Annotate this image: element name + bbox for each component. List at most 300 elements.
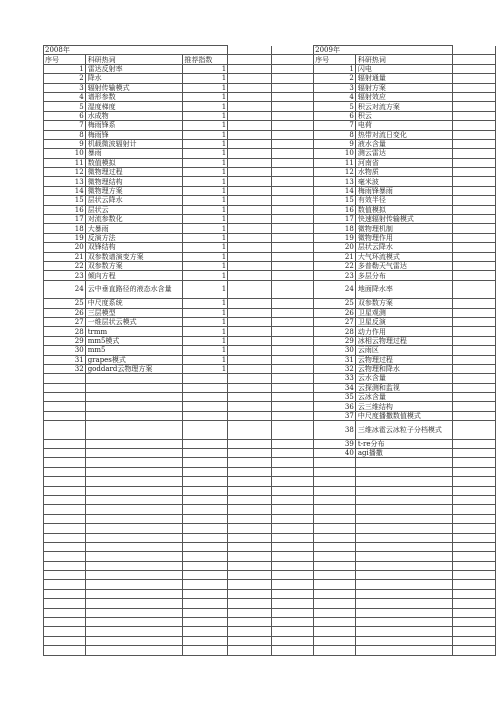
blank-cell	[228, 102, 271, 111]
left-index-cell	[44, 486, 86, 495]
right-index-cell: 36	[314, 402, 356, 411]
blank-cell	[228, 505, 271, 514]
left-term-cell: 微物理过程	[85, 168, 183, 177]
left-index-cell: 15	[44, 196, 86, 205]
left-score-cell	[183, 449, 228, 458]
left-score-cell	[183, 646, 228, 655]
left-index-cell	[44, 599, 86, 608]
blank-cell	[271, 636, 314, 645]
left-index-cell	[44, 467, 86, 476]
header-left-score: 推荐指数	[183, 55, 228, 64]
blank-cell	[271, 271, 314, 280]
left-score-cell: 1	[183, 336, 228, 345]
right-term-cell	[355, 495, 453, 504]
right-index-cell	[314, 580, 356, 589]
header-left-term: 科研热词	[85, 55, 183, 64]
left-index-cell: 23	[44, 271, 86, 280]
blank-cell	[271, 64, 314, 73]
left-score-cell: 1	[183, 130, 228, 139]
right-index-cell: 12	[314, 168, 356, 177]
right-index-cell: 23	[314, 271, 356, 280]
header-row	[44, 55, 496, 64]
left-score-cell	[183, 636, 228, 645]
table-row	[44, 477, 496, 486]
right-term-cell	[355, 561, 453, 570]
left-index-cell	[44, 495, 86, 504]
blank-cell	[228, 308, 271, 317]
left-score-cell	[183, 374, 228, 383]
left-score-cell: 1	[183, 299, 228, 308]
blank-cell	[271, 121, 314, 130]
blank-cell	[228, 524, 271, 533]
left-term-cell	[85, 486, 183, 495]
blank-cell	[228, 439, 271, 448]
right-index-cell: 28	[314, 327, 356, 336]
left-score-cell	[183, 439, 228, 448]
table-row	[44, 168, 496, 177]
left-term-cell: 对流参数化	[85, 215, 183, 224]
right-index-cell: 27	[314, 317, 356, 326]
blank-cell	[228, 514, 271, 523]
blank-cell	[271, 627, 314, 636]
table-row	[44, 233, 496, 242]
left-term-cell: 梅雨锋	[85, 130, 183, 139]
right-index-cell: 37	[314, 411, 356, 420]
left-term-cell	[85, 411, 183, 420]
left-index-cell: 18	[44, 224, 86, 233]
left-score-cell: 1	[183, 243, 228, 252]
blank-cell	[228, 280, 271, 298]
blank-cell	[228, 486, 271, 495]
left-score-cell: 1	[183, 168, 228, 177]
right-index-cell: 29	[314, 336, 356, 345]
blank-cell	[453, 271, 496, 280]
right-index-cell: 3	[314, 83, 356, 92]
blank-cell	[271, 589, 314, 598]
right-term-cell: 电荷	[355, 121, 453, 130]
blank-cell	[271, 533, 314, 542]
left-term-cell	[85, 449, 183, 458]
right-index-cell: 40	[314, 449, 356, 458]
blank-cell	[271, 646, 314, 655]
blank-cell	[453, 74, 496, 83]
left-index-cell: 3	[44, 83, 86, 92]
blank-cell	[453, 542, 496, 551]
blank-cell	[453, 449, 496, 458]
right-term-cell: 有效半径	[355, 196, 453, 205]
blank-cell	[453, 646, 496, 655]
left-score-cell	[183, 458, 228, 467]
blank-cell	[228, 608, 271, 617]
left-index-cell: 11	[44, 158, 86, 167]
right-term-cell: 多层分布	[355, 271, 453, 280]
left-term-cell	[85, 402, 183, 411]
right-term-cell: 卫星观测	[355, 308, 453, 317]
blank-cell	[453, 524, 496, 533]
table-row	[44, 599, 496, 608]
blank-cell	[228, 383, 271, 392]
right-term-cell: 云物理和降水	[355, 364, 453, 373]
left-term-cell: grapes模式	[85, 355, 183, 364]
left-term-cell	[85, 467, 183, 476]
left-index-cell	[44, 449, 86, 458]
left-term-cell	[85, 421, 183, 439]
right-index-cell	[314, 477, 356, 486]
blank-cell	[271, 130, 314, 139]
blank-cell	[271, 336, 314, 345]
left-score-cell: 1	[183, 327, 228, 336]
left-index-cell	[44, 393, 86, 402]
table-row	[44, 196, 496, 205]
right-term-cell: 液水含量	[355, 139, 453, 148]
right-term-cell	[355, 524, 453, 533]
keyword-table	[43, 45, 496, 656]
right-term-cell	[355, 580, 453, 589]
blank-cell	[453, 421, 496, 439]
table-row	[44, 186, 496, 195]
blank-cell	[271, 158, 314, 167]
blank-cell	[271, 177, 314, 186]
right-term-cell: 冰相云物理过程	[355, 336, 453, 345]
table-row	[44, 421, 496, 439]
blank-cell	[453, 355, 496, 364]
blank-cell	[271, 355, 314, 364]
blank-cell	[271, 215, 314, 224]
left-score-cell	[183, 552, 228, 561]
left-term-cell: mm5模式	[85, 336, 183, 345]
blank-cell	[228, 374, 271, 383]
blank-cell	[453, 64, 496, 73]
blank-cell	[228, 158, 271, 167]
left-index-cell: 4	[44, 92, 86, 101]
blank-cell	[271, 149, 314, 158]
table-row	[44, 83, 496, 92]
left-index-cell: 21	[44, 252, 86, 261]
blank-cell	[228, 533, 271, 542]
left-term-cell: 暴雨	[85, 149, 183, 158]
left-term-cell	[85, 505, 183, 514]
blank-cell	[271, 486, 314, 495]
blank-cell	[271, 514, 314, 523]
blank-cell	[453, 252, 496, 261]
right-index-cell: 25	[314, 299, 356, 308]
left-score-cell: 1	[183, 317, 228, 326]
blank-cell	[228, 252, 271, 261]
blank-cell	[453, 317, 496, 326]
right-index-cell	[314, 608, 356, 617]
right-index-cell	[314, 618, 356, 627]
left-score-cell: 1	[183, 64, 228, 73]
blank-cell	[228, 467, 271, 476]
left-score-cell: 1	[183, 83, 228, 92]
right-index-cell: 16	[314, 205, 356, 214]
left-index-cell	[44, 589, 86, 598]
table-row	[44, 402, 496, 411]
blank-cell	[453, 505, 496, 514]
right-index-cell	[314, 458, 356, 467]
table-row	[44, 458, 496, 467]
right-term-cell	[355, 514, 453, 523]
blank-cell	[228, 215, 271, 224]
blank-cell	[228, 589, 271, 598]
blank-cell	[228, 477, 271, 486]
left-term-cell	[85, 439, 183, 448]
left-score-cell: 1	[183, 215, 228, 224]
left-term-cell	[85, 514, 183, 523]
left-score-cell: 1	[183, 308, 228, 317]
blank-cell	[453, 383, 496, 392]
left-score-cell	[183, 477, 228, 486]
left-score-cell: 1	[183, 271, 228, 280]
table-row	[44, 467, 496, 476]
table-row	[44, 92, 496, 101]
blank-cell	[228, 618, 271, 627]
blank-cell	[453, 130, 496, 139]
table-row	[44, 505, 496, 514]
left-score-cell	[183, 589, 228, 598]
blank-cell	[271, 327, 314, 336]
blank-cell	[228, 168, 271, 177]
right-index-cell	[314, 627, 356, 636]
blank-cell	[271, 467, 314, 476]
table-row	[44, 646, 496, 655]
left-score-cell: 1	[183, 196, 228, 205]
blank-cell	[453, 364, 496, 373]
left-score-cell	[183, 393, 228, 402]
left-term-cell: 大暴雨	[85, 224, 183, 233]
header-right-term: 科研热词	[355, 55, 453, 64]
right-term-cell	[355, 552, 453, 561]
blank-cell	[453, 580, 496, 589]
blank-cell	[453, 280, 496, 298]
blank-cell	[453, 177, 496, 186]
right-index-cell: 13	[314, 177, 356, 186]
left-score-cell	[183, 514, 228, 523]
left-term-cell	[85, 477, 183, 486]
right-term-cell: 中尺度播撒数值模式	[355, 411, 453, 420]
blank-cell	[228, 121, 271, 130]
right-index-cell	[314, 486, 356, 495]
left-term-cell: 一维层状云模式	[85, 317, 183, 326]
left-term-cell: 雷达反射率	[85, 64, 183, 73]
table-row	[44, 495, 496, 504]
blank-cell	[453, 139, 496, 148]
right-term-cell: 毫米波	[355, 177, 453, 186]
blank-cell	[271, 252, 314, 261]
right-term-cell: 地面降水率	[355, 280, 453, 298]
right-index-cell: 24	[314, 280, 356, 298]
table-row	[44, 177, 496, 186]
left-score-cell	[183, 580, 228, 589]
right-term-cell: 水物质	[355, 168, 453, 177]
right-index-cell: 15	[314, 196, 356, 205]
left-term-cell: 倾向方程	[85, 271, 183, 280]
left-score-cell	[183, 421, 228, 439]
blank-cell	[271, 74, 314, 83]
left-index-cell: 22	[44, 261, 86, 270]
blank-cell	[228, 261, 271, 270]
left-term-cell: 层状云降水	[85, 196, 183, 205]
left-term-cell	[85, 589, 183, 598]
right-term-cell: 云水含量	[355, 374, 453, 383]
blank-cell	[453, 149, 496, 158]
blank-cell	[453, 589, 496, 598]
table-row	[44, 411, 496, 420]
table-row	[44, 636, 496, 645]
left-index-cell: 24	[44, 280, 86, 298]
left-term-cell: 湿度梯度	[85, 102, 183, 111]
blank-cell	[453, 83, 496, 92]
blank-cell	[228, 336, 271, 345]
right-term-cell: 多普勒天气雷达	[355, 261, 453, 270]
left-score-cell	[183, 383, 228, 392]
right-index-cell: 33	[314, 374, 356, 383]
blank-cell	[271, 186, 314, 195]
left-index-cell: 28	[44, 327, 86, 336]
table-row	[44, 139, 496, 148]
left-index-cell: 16	[44, 205, 86, 214]
left-term-cell: 双锋结构	[85, 243, 183, 252]
blank-cell	[271, 83, 314, 92]
blank-cell	[453, 121, 496, 130]
table-row	[44, 224, 496, 233]
left-term-cell: 层状云	[85, 205, 183, 214]
left-index-cell	[44, 477, 86, 486]
blank-cell	[271, 46, 314, 55]
left-index-cell	[44, 618, 86, 627]
table-row	[44, 346, 496, 355]
right-index-cell: 38	[314, 421, 356, 439]
blank-cell	[228, 92, 271, 101]
table-row	[44, 130, 496, 139]
blank-cell	[453, 618, 496, 627]
left-term-cell: 中尺度系统	[85, 299, 183, 308]
blank-cell	[228, 646, 271, 655]
table-row	[44, 393, 496, 402]
left-score-cell	[183, 627, 228, 636]
right-term-cell	[355, 627, 453, 636]
right-term-cell: 热带对流日变化	[355, 130, 453, 139]
blank-cell	[271, 111, 314, 120]
left-term-cell: 数值模拟	[85, 158, 183, 167]
blank-cell	[271, 571, 314, 580]
left-term-cell: 机载微波辐射计	[85, 139, 183, 148]
table-row	[44, 561, 496, 570]
table-row	[44, 299, 496, 308]
blank-cell	[228, 542, 271, 551]
left-index-cell	[44, 383, 86, 392]
left-score-cell: 1	[183, 158, 228, 167]
left-index-cell	[44, 458, 86, 467]
left-index-cell: 14	[44, 186, 86, 195]
right-index-cell	[314, 542, 356, 551]
right-index-cell	[314, 514, 356, 523]
left-term-cell: 双参数方案	[85, 261, 183, 270]
blank-cell	[453, 495, 496, 504]
blank-cell	[453, 599, 496, 608]
right-index-cell: 17	[314, 215, 356, 224]
left-term-cell: mm5	[85, 346, 183, 355]
blank-cell	[453, 186, 496, 195]
table-row	[44, 243, 496, 252]
right-index-cell: 1	[314, 64, 356, 73]
left-term-cell	[85, 618, 183, 627]
blank-cell	[453, 224, 496, 233]
right-term-cell: agi播撒	[355, 449, 453, 458]
right-index-cell: 35	[314, 393, 356, 402]
blank-cell	[228, 355, 271, 364]
left-term-cell	[85, 552, 183, 561]
left-term-cell: 双参数谱演变方案	[85, 252, 183, 261]
blank-cell	[453, 327, 496, 336]
blank-cell	[228, 243, 271, 252]
blank-cell	[453, 233, 496, 242]
right-index-cell: 4	[314, 92, 356, 101]
blank-cell	[453, 299, 496, 308]
table-row	[44, 261, 496, 270]
table-row	[44, 205, 496, 214]
blank-cell	[271, 308, 314, 317]
left-term-cell	[85, 580, 183, 589]
left-index-cell	[44, 627, 86, 636]
left-term-cell	[85, 533, 183, 542]
section-title-2008: 2008年	[44, 46, 228, 55]
table-row	[44, 215, 496, 224]
left-term-cell	[85, 524, 183, 533]
right-index-cell	[314, 524, 356, 533]
left-term-cell: 谱形参数	[85, 92, 183, 101]
left-index-cell: 30	[44, 346, 86, 355]
blank-cell	[453, 533, 496, 542]
left-term-cell	[85, 458, 183, 467]
left-index-cell	[44, 561, 86, 570]
table-row	[44, 618, 496, 627]
header-right-no: 序号	[314, 55, 356, 64]
left-score-cell	[183, 561, 228, 570]
blank-cell	[271, 552, 314, 561]
left-index-cell	[44, 374, 86, 383]
left-index-cell	[44, 514, 86, 523]
blank-cell	[453, 561, 496, 570]
right-index-cell	[314, 571, 356, 580]
blank-cell	[228, 149, 271, 158]
blank-cell	[271, 580, 314, 589]
right-term-cell	[355, 646, 453, 655]
blank-cell	[453, 552, 496, 561]
right-term-cell: 测云雷达	[355, 149, 453, 158]
right-term-cell	[355, 542, 453, 551]
blank-cell	[228, 55, 271, 64]
blank-cell	[271, 364, 314, 373]
blank-cell	[453, 243, 496, 252]
right-index-cell	[314, 561, 356, 570]
left-index-cell: 12	[44, 168, 86, 177]
section-title-2009: 2009年	[314, 46, 453, 55]
left-score-cell: 1	[183, 111, 228, 120]
blank-cell	[271, 458, 314, 467]
left-index-cell	[44, 552, 86, 561]
table-row	[44, 374, 496, 383]
right-index-cell: 20	[314, 243, 356, 252]
blank-cell	[271, 477, 314, 486]
blank-cell	[453, 55, 496, 64]
left-score-cell	[183, 505, 228, 514]
right-term-cell: 闪电	[355, 64, 453, 73]
left-index-cell	[44, 524, 86, 533]
blank-cell	[453, 514, 496, 523]
right-index-cell: 32	[314, 364, 356, 373]
header-left-no: 序号	[44, 55, 86, 64]
